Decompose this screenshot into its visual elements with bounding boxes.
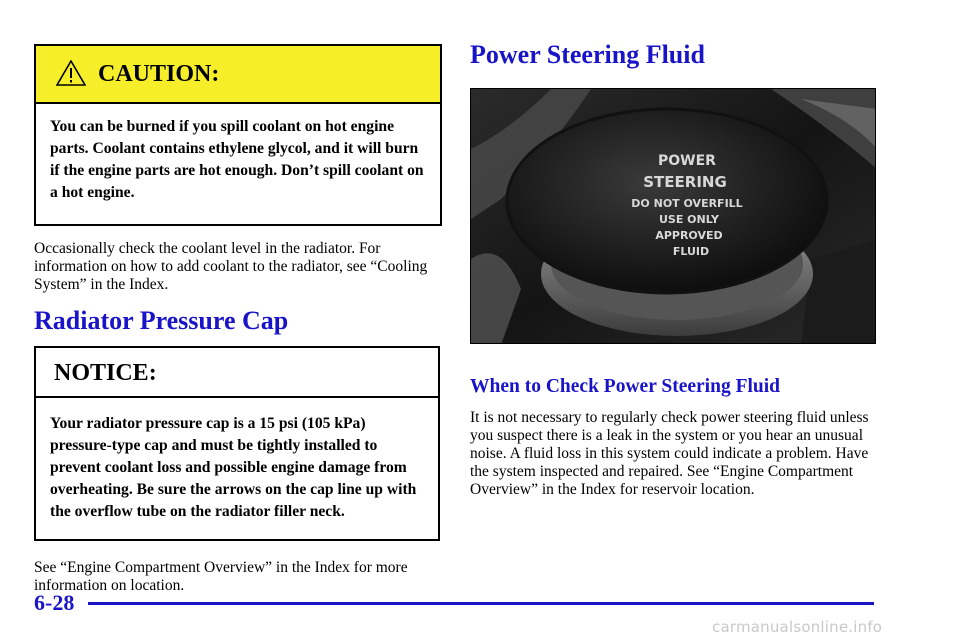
footer-rule xyxy=(88,602,874,605)
cap-label-line: POWER xyxy=(658,153,716,169)
caution-title: CAUTION: xyxy=(98,61,220,87)
right-column xyxy=(470,40,876,499)
cap-label-line: FLUID xyxy=(672,245,710,258)
page-number: 6-28 xyxy=(34,590,75,615)
caution-header xyxy=(36,46,440,104)
cap-photo-illustration xyxy=(471,89,876,344)
notice-header xyxy=(36,348,438,398)
power-steering-paragraph: It is not necessary to regularly check power steering fluid unless you suspect there is a leak in the system or you hear an unusual noise. A fluid loss in this system could indicate a problem. Have the system inspected and repaired. See “Engine Compartment Overview” in the Index for reservoir location. xyxy=(470,409,869,498)
notice-text: Your radiator pressure cap is a 15 psi (105 kPa) pressure‑type cap and must be tightly installed to prevent coolant loss and possible engine damage from overheating. Be sure the arrows on the cap line up with the overflow tube on the radiator filler neck. xyxy=(50,415,417,520)
coolant-check-paragraph: Occasionally check the coolant level in the radiator. For information on how to add coolant to the radiator, see “Cooling System” in the Index. xyxy=(34,240,428,293)
left-column xyxy=(34,44,442,595)
radiator-pressure-cap-heading: Radiator Pressure Cap xyxy=(34,306,289,335)
cap-label-line: DO NOT OVERFILL xyxy=(631,197,743,210)
when-to-check-subheading: When to Check Power Steering Fluid xyxy=(470,376,781,397)
warning-triangle-icon xyxy=(56,60,86,86)
power-steering-cap-photo xyxy=(470,88,876,344)
watermark-text: carmanualsonline.info xyxy=(712,618,883,636)
cap-label-line: USE ONLY xyxy=(658,213,720,226)
caution-text: You can be burned if you spill coolant on hot engine parts. Coolant contains ethylene glycol, and it will burn if the engine parts are hot enough. Don’t spill coolant on a hot engine. xyxy=(50,118,424,201)
power-steering-fluid-heading: Power Steering Fluid xyxy=(470,40,705,69)
notice-box xyxy=(34,346,440,541)
notice-title: NOTICE: xyxy=(54,360,157,386)
location-paragraph: See “Engine Compartment Overview” in the Index for more information on location. xyxy=(34,559,408,594)
cap-label-line: APPROVED xyxy=(655,229,723,242)
cap-label-line: STEERING xyxy=(643,173,727,191)
caution-box xyxy=(34,44,442,226)
